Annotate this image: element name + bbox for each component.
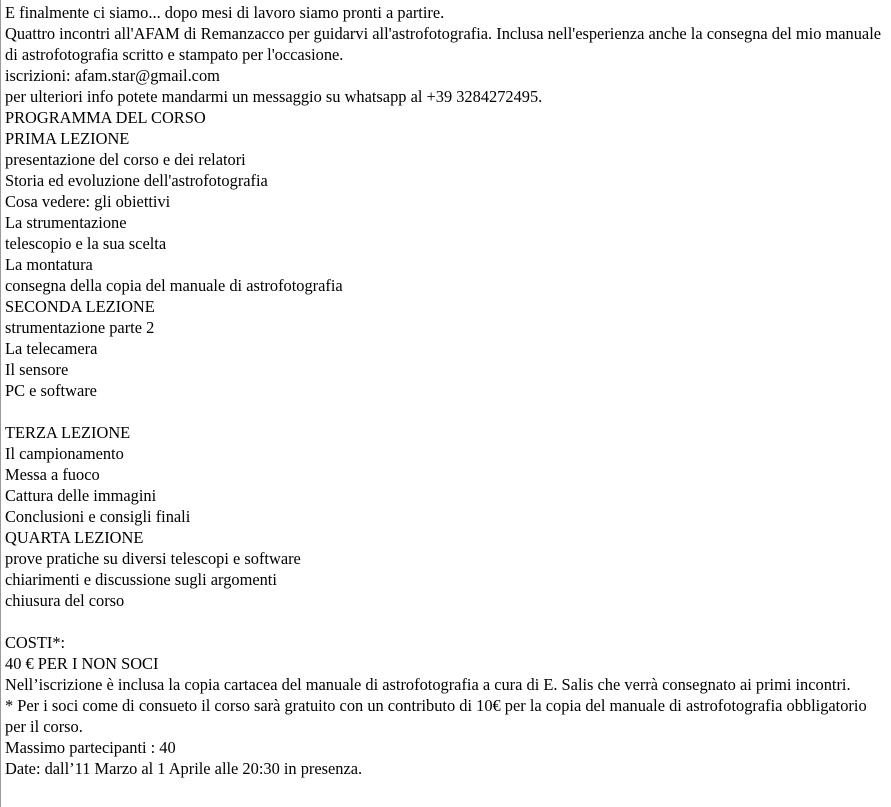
lesson-item: Il campionamento	[5, 444, 124, 463]
lesson-item: consegna della copia del manuale di astrofotografia	[5, 276, 343, 295]
intro-line-2: Quattro incontri all'AFAM di Remanzacco per guidarvi all'astrofotografia. Inclusa nell'esperienza anche la consegna del mio manuale di astrofotografia scritto e stampato per l'occasione.	[5, 24, 882, 64]
lesson-item: Conclusioni e consigli finali	[5, 507, 191, 526]
lesson-item: La montatura	[5, 255, 93, 274]
whatsapp-info: per ulteriori info potete mandarmi un messaggio su whatsapp al +39 3284272495.	[5, 87, 543, 106]
costs-price: 40 € PER I NON SOCI	[5, 654, 159, 673]
costs-included: Nell’iscrizione è inclusa la copia cartacea del manuale di astrofotografia a cura di E. Salis che verrà consegnato ai primi incontri.	[5, 675, 851, 694]
blank-line	[5, 611, 891, 632]
lesson-title: PRIMA LEZIONE	[5, 129, 130, 148]
lesson-title: SECONDA LEZIONE	[5, 297, 155, 316]
lesson-item: chiusura del corso	[5, 591, 125, 610]
lesson-item: Cattura delle immagini	[5, 486, 157, 505]
lesson-item: La strumentazione	[5, 213, 127, 232]
lesson-title: TERZA LEZIONE	[5, 423, 131, 442]
course-dates: Date: dall’11 Marzo al 1 Aprile alle 20:30 in presenza.	[5, 759, 363, 778]
lesson-title: QUARTA LEZIONE	[5, 528, 144, 547]
lesson-item: La telecamera	[5, 339, 98, 358]
lesson-item: telescopio e la sua scelta	[5, 234, 167, 253]
lesson-item: presentazione del corso e dei relatori	[5, 150, 246, 169]
lesson-item: Cosa vedere: gli obiettivi	[5, 192, 171, 211]
blank-line	[5, 401, 891, 422]
lesson-item: prove pratiche su diversi telescopi e software	[5, 549, 301, 568]
left-border	[0, 0, 1, 807]
lesson-item: Il sensore	[5, 360, 69, 379]
lesson-item: PC e software	[5, 381, 97, 400]
costs-members-note: * Per i soci come di consueto il corso sarà gratuito con un contributo di 10€ per la copia del manuale di astrofotografia obbligatorio per il corso.	[5, 696, 867, 736]
costs-title: COSTI*:	[5, 633, 66, 652]
lesson-item: strumentazione parte 2	[5, 318, 155, 337]
program-title: PROGRAMMA DEL CORSO	[5, 108, 206, 127]
document-body	[5, 2, 891, 779]
lesson-item: Storia ed evoluzione dell'astrofotografia	[5, 171, 268, 190]
max-participants: Massimo partecipanti : 40	[5, 738, 176, 757]
lesson-item: Messa a fuoco	[5, 465, 100, 484]
intro-line-1: E finalmente ci siamo... dopo mesi di lavoro siamo pronti a partire.	[5, 3, 445, 22]
lesson-item: chiarimenti e discussione sugli argomenti	[5, 570, 277, 589]
registration-email: iscrizioni: afam.star@gmail.com	[5, 66, 220, 85]
